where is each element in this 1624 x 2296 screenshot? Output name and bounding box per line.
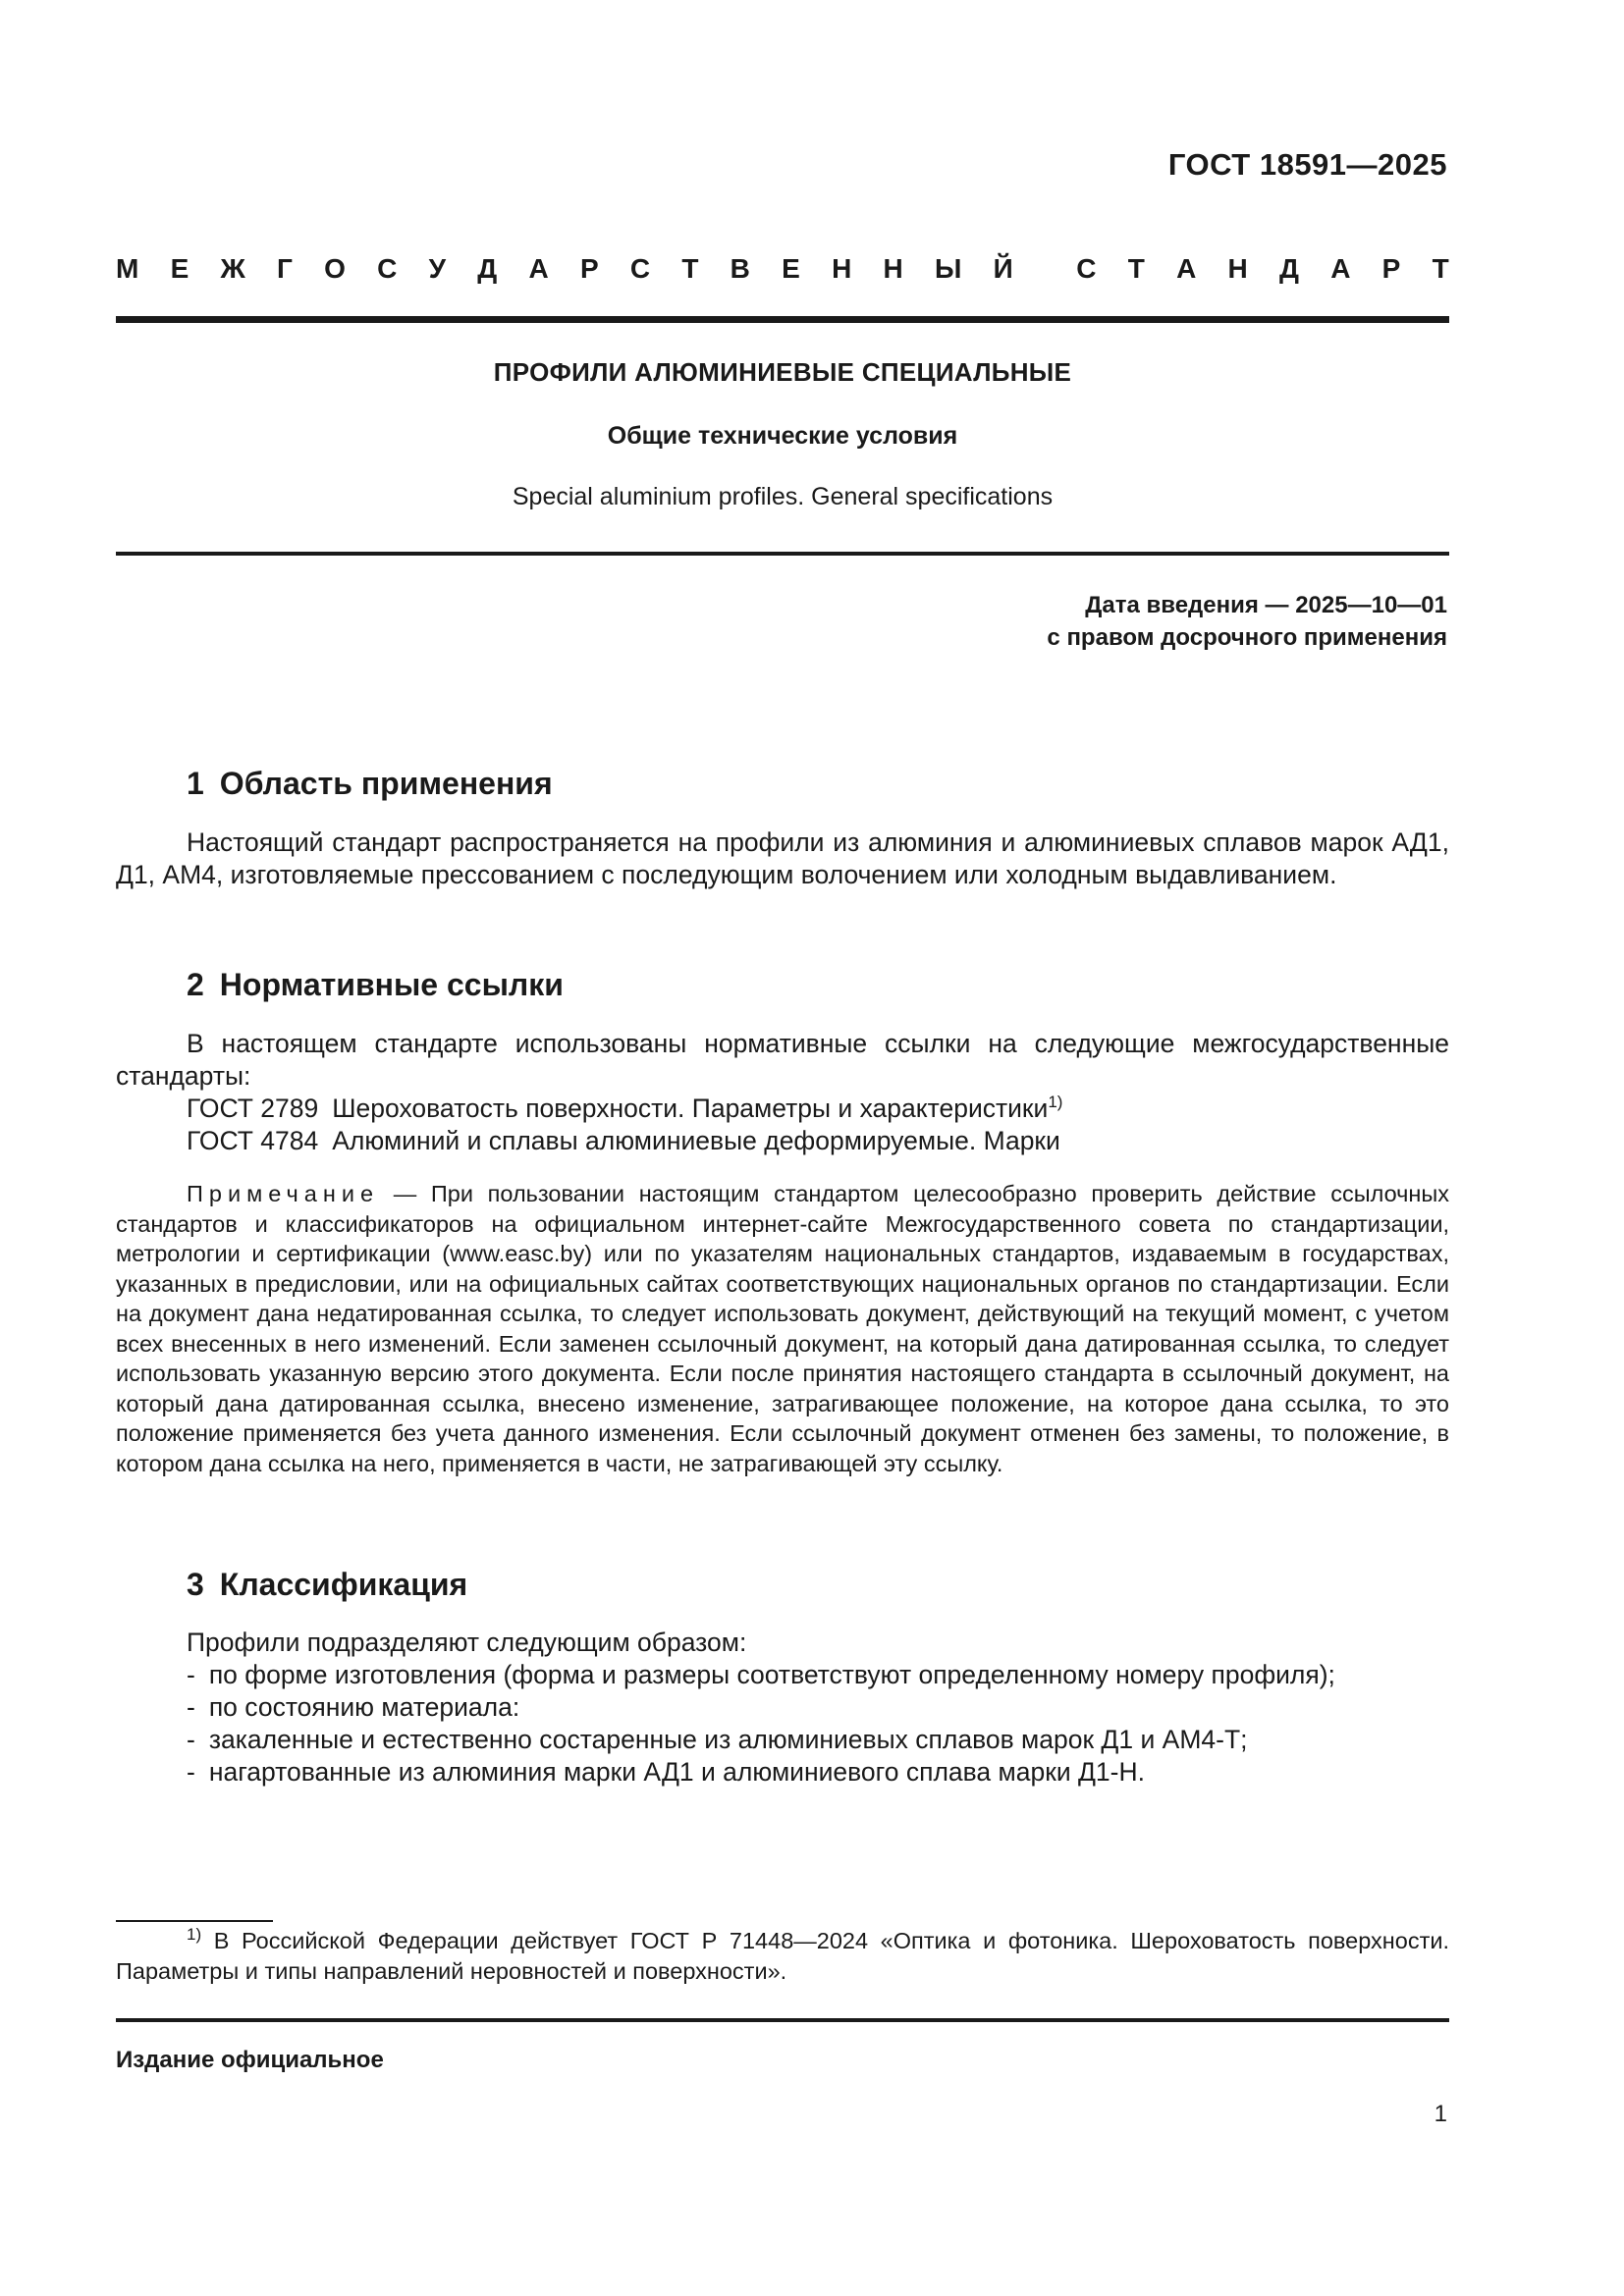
bullet-dash: -	[187, 1692, 195, 1722]
standard-number: ГОСТ 18591—2025	[1167, 147, 1447, 182]
banner-letter: Й	[993, 253, 1013, 284]
reference-code: ГОСТ 4784	[187, 1126, 319, 1155]
banner-letter: С	[1076, 253, 1097, 284]
footer-divider	[116, 2018, 1449, 2022]
classification-item-text: нагартованные из алюминия марки АД1 и алюминиевого сплава марки Д1-Н.	[208, 1757, 1145, 1787]
classification-item	[187, 1724, 1248, 1756]
section-number: 2	[187, 967, 204, 1002]
section-heading-classification	[187, 1567, 467, 1603]
reference-title: Алюминий и сплавы алюминиевые деформируемые. Марки	[332, 1126, 1060, 1155]
bullet-dash: -	[187, 1660, 195, 1689]
banner-letter: Е	[782, 253, 800, 284]
banner-letter: С	[377, 253, 398, 284]
banner-letter: Р	[1381, 253, 1401, 284]
introduction-date	[1047, 589, 1447, 654]
official-edition-label: Издание официальное	[116, 2047, 384, 2073]
references-intro: В настоящем стандарте использованы нормативные ссылки на следующие межгосударственные стандарты:	[116, 1029, 1449, 1091]
footnote-number: 1)	[187, 1925, 202, 1945]
classification-intro: Профили подразделяют следующим образом:	[187, 1628, 747, 1657]
references-note	[116, 1179, 1449, 1478]
section-heading-references	[187, 967, 564, 1003]
section-title: Нормативные ссылки	[219, 967, 564, 1002]
early-application-line: с правом досрочного применения	[1047, 624, 1447, 651]
document-title: ПРОФИЛИ АЛЮМИНИЕВЫЕ СПЕЦИАЛЬНЫЕ	[493, 357, 1072, 387]
banner-letter: У	[428, 253, 447, 284]
banner-letter: О	[324, 253, 346, 284]
banner-letter: Т	[1432, 253, 1449, 284]
banner-letter: Н	[883, 253, 903, 284]
banner-letter: Д	[1279, 253, 1299, 284]
document-title-english: Special aluminium profiles. General specifications	[512, 483, 1054, 510]
reference-title: Шероховатость поверхности. Параметры и характеристики	[332, 1094, 1049, 1123]
section-number: 3	[187, 1567, 204, 1602]
document-subtitle: Общие технические условия	[607, 422, 958, 450]
header-divider	[116, 316, 1449, 323]
footnote	[116, 1926, 1449, 1986]
banner-letter: Р	[579, 253, 599, 284]
banner-letter: В	[730, 253, 750, 284]
classification-item-text: по состоянию материала:	[208, 1692, 520, 1722]
footnote-mark: 1)	[1048, 1093, 1063, 1112]
section-title: Область применения	[219, 766, 553, 801]
classification-item	[187, 1691, 519, 1724]
banner-letter: С	[629, 253, 651, 284]
footnote-text: В Российской Федерации действует ГОСТ Р 71448—2024 «Оптика и фотоника. Шероховатость поверхности. Параметры и типы направлений неровностей и поверхности».	[116, 1928, 1449, 1984]
banner-letter: Д	[477, 253, 498, 284]
bullet-dash: -	[187, 1725, 195, 1754]
banner-letter: Т	[681, 253, 699, 284]
banner-letter: Г	[277, 253, 293, 284]
page-number: 1	[1434, 2101, 1447, 2127]
classification-item	[187, 1659, 1335, 1691]
banner-letter: Ы	[935, 253, 962, 284]
banner-letter: Н	[1227, 253, 1248, 284]
classification-item	[187, 1756, 1145, 1789]
classification-item-text: по форме изготовления (форма и размеры соответствуют определенному номеру профиля);	[208, 1660, 1335, 1689]
banner-letter: М	[116, 253, 139, 284]
scope-paragraph: Настоящий стандарт распространяется на профили из алюминия и алюминиевых сплавов марок АД1, Д1, АМ4, изготовляемые прессованием с последующим волочением или холодным выдавливанием.	[116, 828, 1449, 889]
note-text: — При пользовании настоящим стандартом целесообразно проверить действие ссылочных стандартов и классификаторов на официальном интернет-сайте Межгосударственного совета по стандартизации, метрологии и сертификации (www.easc.by) или по указателям национальных стандартов, издаваемым в государствах, указанных в предисловии, или на официальных сайтах соответствующих национальных органов по стандартизации. Если на документ дана недатированная ссылка, то следует использовать документ, действующий на текущий момент, с учетом всех внесенных в него изменений. Если заменен ссылочный документ, на который дана датированная ссылка, то следует использовать указанную версию этого документа. Если после принятия настоящего стандарта в ссылочный документ, на который дана датированная ссылка, внесено изменение, затрагивающее положение, на которое дана ссылка, то это положение применяется без учета данного изменения. Если ссылочный документ отменен без замены, то положение, в котором дана ссылка на него, применяется в части, не затрагивающей эту ссылку.	[116, 1181, 1449, 1476]
banner-letter: А	[1176, 253, 1197, 284]
banner-letter: Ж	[220, 253, 245, 284]
reference-item	[187, 1125, 1060, 1157]
section-number: 1	[187, 766, 204, 801]
banner-letter: А	[1330, 253, 1351, 284]
banner-letter: Н	[832, 253, 852, 284]
introduction-date-line: Дата введения — 2025—10—01	[1085, 592, 1447, 618]
banner-letter: Т	[1127, 253, 1145, 284]
banner-letter: Е	[170, 253, 189, 284]
classification-item-text: закаленные и естественно состаренные из алюминиевых сплавов марок Д1 и АМ4-Т;	[208, 1725, 1248, 1754]
section-heading-scope	[187, 766, 553, 802]
reference-code: ГОСТ 2789	[187, 1094, 319, 1123]
note-label: Примечание	[187, 1181, 380, 1206]
bullet-dash: -	[187, 1757, 195, 1787]
footnote-divider	[116, 1920, 273, 1922]
section-title: Классификация	[219, 1567, 468, 1602]
title-divider	[116, 552, 1449, 556]
banner-letter: А	[528, 253, 549, 284]
interstate-standard-banner	[116, 253, 1449, 285]
reference-item	[187, 1093, 1062, 1125]
